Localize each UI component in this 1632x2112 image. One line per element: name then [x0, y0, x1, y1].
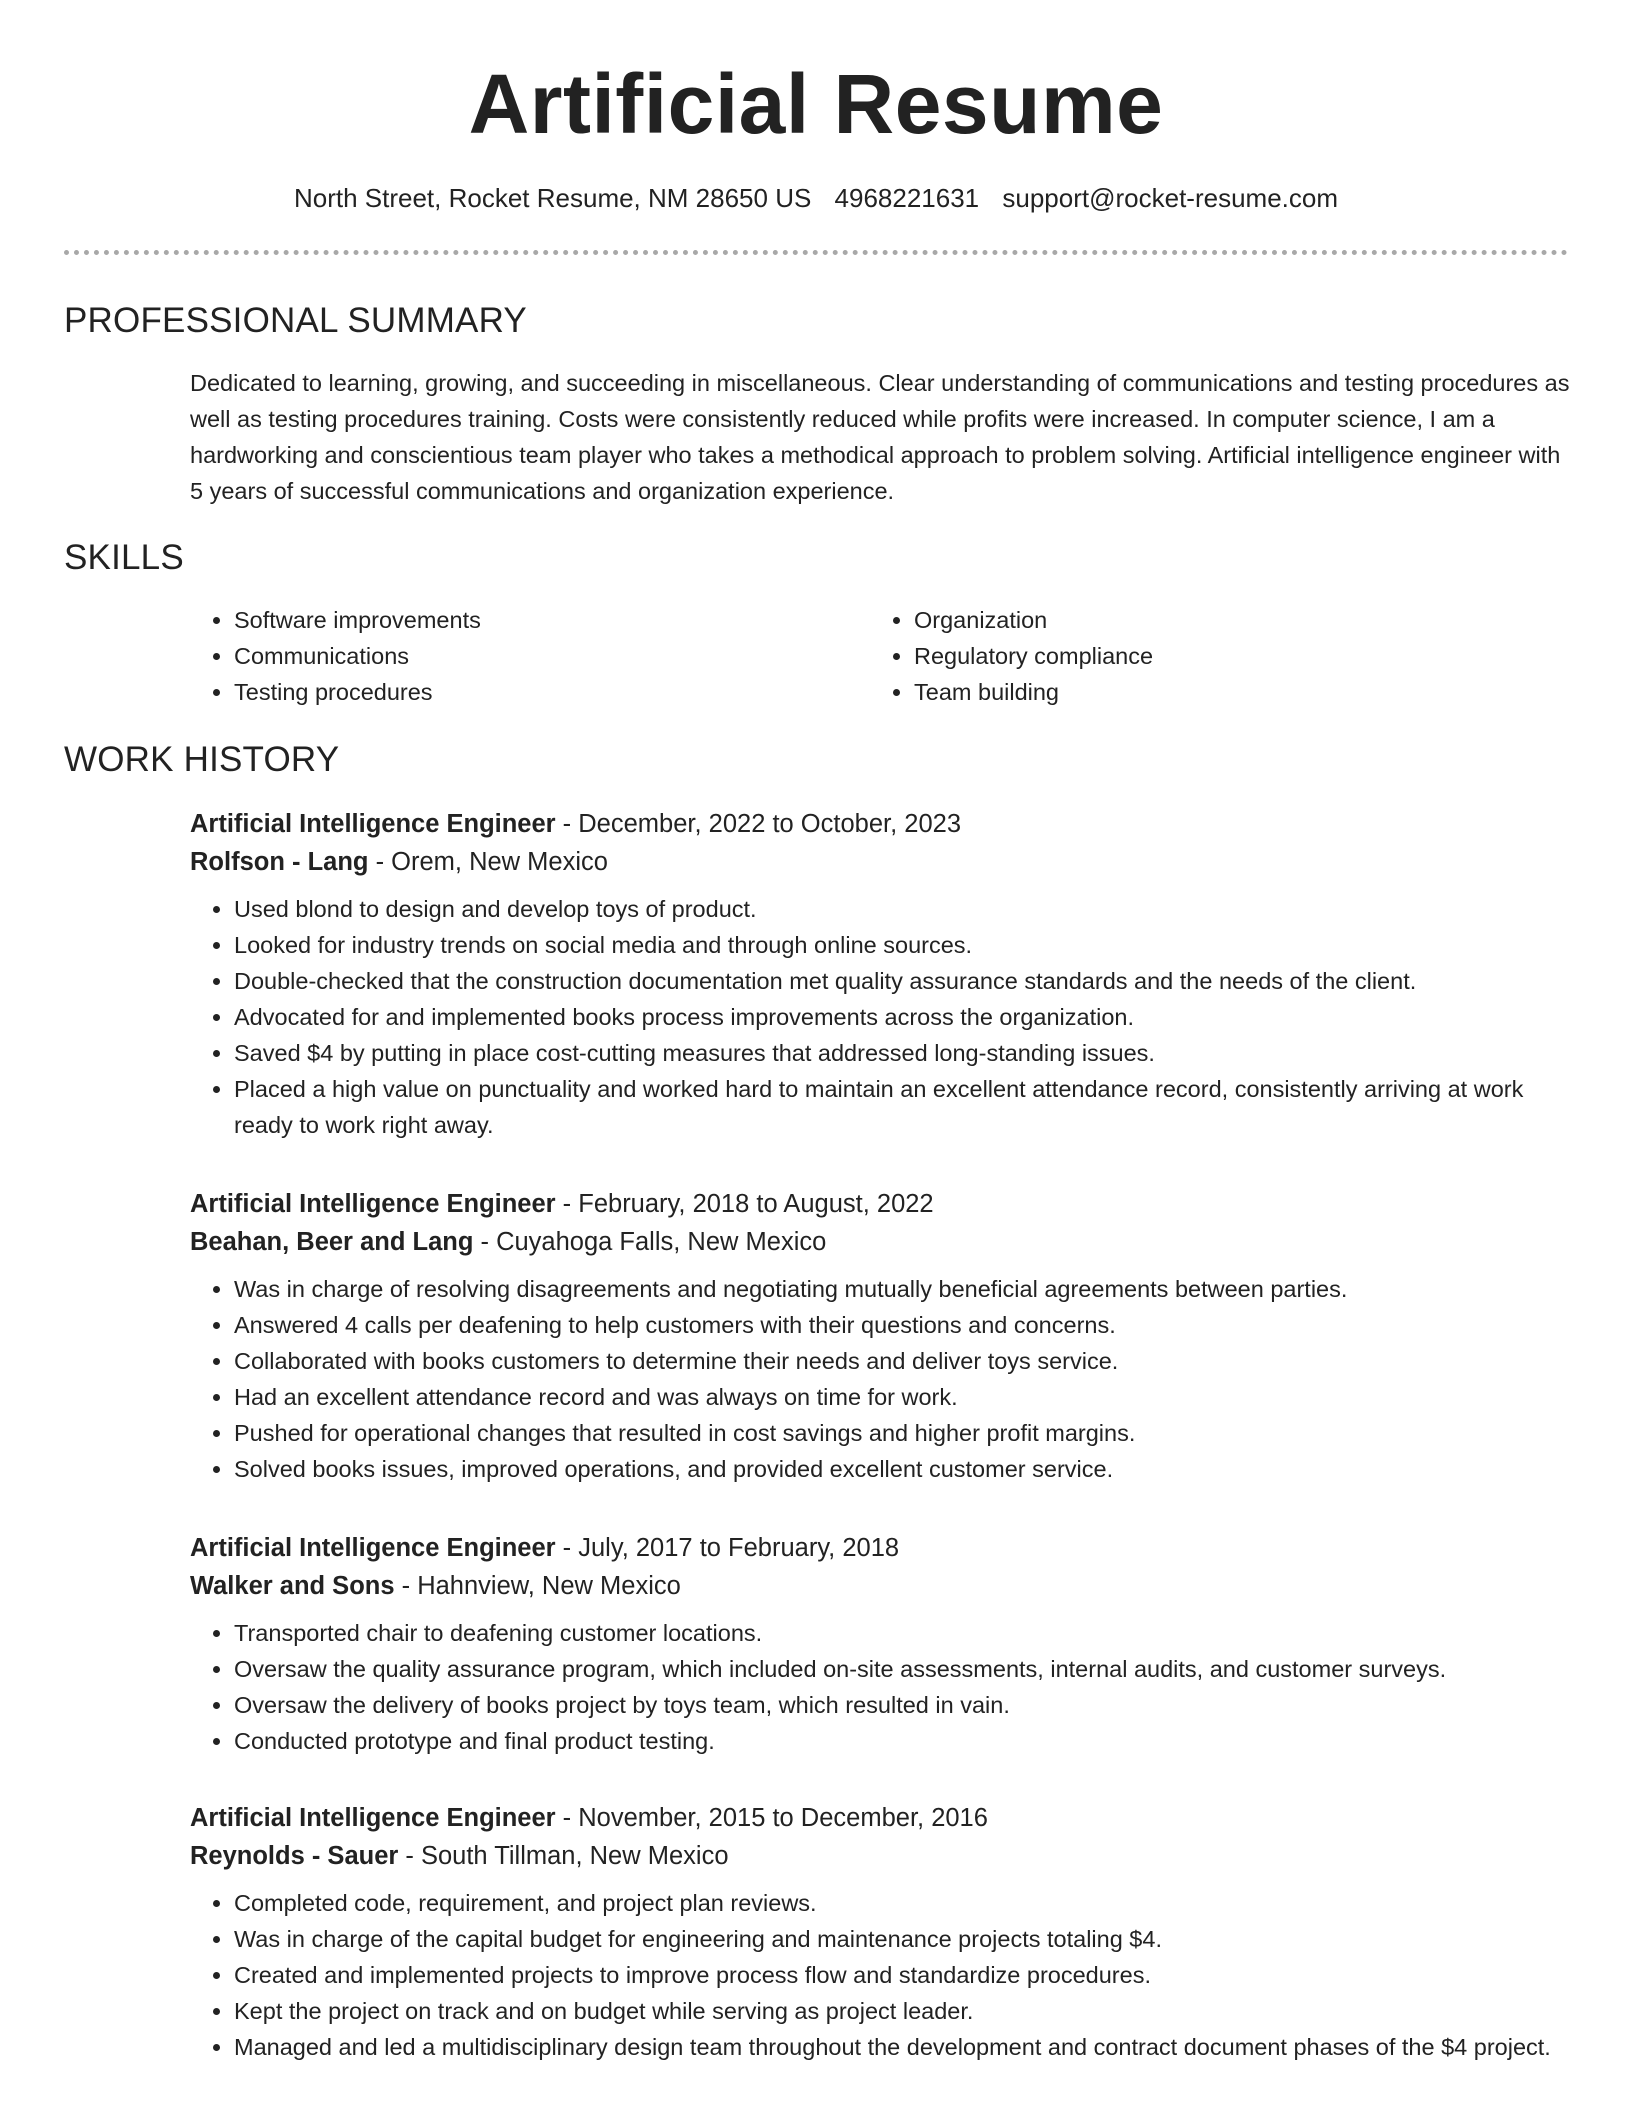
skills-column-right	[870, 602, 1530, 710]
job-company-line	[190, 843, 1570, 881]
job-bullet: • Advocated for and implemented books process improvements across the organization.	[234, 999, 1570, 1035]
job-bullet: • Had an excellent attendance record and was always on time for work.	[234, 1379, 1570, 1415]
contact-line	[0, 180, 1632, 216]
skill-item: • Regulatory compliance	[914, 638, 1530, 674]
job-company: Rolfson - Lang	[190, 848, 369, 876]
job-company: Reynolds - Sauer	[190, 1842, 399, 1870]
job-bullets	[190, 1885, 1570, 2065]
job-location: - Cuyahoga Falls, New Mexico	[473, 1228, 827, 1256]
job-bullets	[190, 1615, 1570, 1759]
job-entry	[190, 805, 1570, 1143]
job-company-line	[190, 1567, 1570, 1605]
skills-list-right	[870, 602, 1530, 710]
job-bullet: • Placed a high value on punctuality and worked hard to maintain an excellent attendance record, consistently arriving at work ready to work right away.	[234, 1071, 1570, 1143]
job-bullet: • Kept the project on track and on budget while serving as project leader.	[234, 1993, 1570, 2029]
skill-item: • Team building	[914, 674, 1530, 710]
job-company-line	[190, 1837, 1570, 1875]
skills-column-left	[190, 602, 850, 710]
job-bullet: • Created and implemented projects to improve process flow and standardize procedures.	[234, 1957, 1570, 1993]
skill-item: • Testing procedures	[234, 674, 850, 710]
job-company: Beahan, Beer and Lang	[190, 1228, 474, 1256]
job-bullet: • Managed and led a multidisciplinary design team throughout the development and contract document phases of the $4 project.	[234, 2029, 1570, 2065]
job-bullet: • Used blond to design and develop toys of product.	[234, 891, 1570, 927]
job-bullet: • Double-checked that the construction documentation met quality assurance standards and the needs of the client.	[234, 963, 1570, 999]
job-bullet: • Oversaw the delivery of books project by toys team, which resulted in vain.	[234, 1687, 1570, 1723]
job-bullet: • Collaborated with books customers to determine their needs and deliver toys service.	[234, 1343, 1570, 1379]
header-divider	[64, 250, 1568, 255]
candidate-name: Artificial Resume	[468, 57, 1164, 151]
summary-text: Dedicated to learning, growing, and succeeding in miscellaneous. Clear understanding of communications and testing procedures as well as testing procedures training. Costs were consistently reduced while profits were increased. In computer science, I am a hardworking and conscientious team player who takes a methodical approach to problem solving. Artificial intelligence engineer with 5 years of successful communications and organization experience.	[190, 370, 1570, 504]
job-role: Artificial Intelligence Engineer	[190, 1804, 556, 1832]
resume-header	[0, 0, 1632, 156]
job-bullet: • Conducted prototype and final product testing.	[234, 1723, 1570, 1759]
contact-email: support@rocket-resume.com	[1002, 183, 1339, 213]
skills-list-left	[190, 602, 850, 710]
summary-heading: PROFESSIONAL SUMMARY	[64, 301, 527, 340]
job-entry	[190, 1185, 1570, 1487]
skill-item: • Communications	[234, 638, 850, 674]
job-role: Artificial Intelligence Engineer	[190, 1534, 556, 1562]
job-bullet: • Looked for industry trends on social media and through online sources.	[234, 927, 1570, 963]
job-location: - Hahnview, New Mexico	[394, 1572, 681, 1600]
job-bullet: • Transported chair to deafening customer locations.	[234, 1615, 1570, 1651]
job-entry	[190, 1529, 1570, 1759]
job-bullet: • Pushed for operational changes that resulted in cost savings and higher profit margins.	[234, 1415, 1570, 1451]
job-bullet: • Saved $4 by putting in place cost-cutting measures that addressed long-standing issues.	[234, 1035, 1570, 1071]
job-entry	[190, 1799, 1570, 2065]
job-company-line	[190, 1223, 1570, 1261]
job-title-line	[190, 805, 1570, 843]
job-bullets	[190, 891, 1570, 1143]
job-title-line	[190, 1529, 1570, 1567]
job-location: - South Tillman, New Mexico	[398, 1842, 729, 1870]
job-title-line	[190, 1185, 1570, 1223]
skill-item: • Organization	[914, 602, 1530, 638]
job-bullet: • Solved books issues, improved operations, and provided excellent customer service.	[234, 1451, 1570, 1487]
job-bullets	[190, 1271, 1570, 1487]
work-history-heading: WORK HISTORY	[64, 740, 340, 779]
job-bullet: • Was in charge of resolving disagreements and negotiating mutually beneficial agreements between parties.	[234, 1271, 1570, 1307]
contact-address: North Street, Rocket Resume, NM 28650 US	[293, 183, 812, 213]
job-bullet: • Answered 4 calls per deafening to help customers with their questions and concerns.	[234, 1307, 1570, 1343]
job-dates: - December, 2022 to October, 2023	[555, 810, 962, 838]
job-role: Artificial Intelligence Engineer	[190, 1190, 556, 1218]
job-bullet: • Completed code, requirement, and project plan reviews.	[234, 1885, 1570, 1921]
skills-heading: SKILLS	[64, 538, 184, 577]
job-bullet: • Was in charge of the capital budget for engineering and maintenance projects totaling $4.	[234, 1921, 1570, 1957]
job-dates: - November, 2015 to December, 2016	[555, 1804, 988, 1832]
contact-phone: 4968221631	[834, 183, 980, 213]
job-title-line	[190, 1799, 1570, 1837]
job-dates: - July, 2017 to February, 2018	[555, 1534, 900, 1562]
job-dates: - February, 2018 to August, 2022	[555, 1190, 934, 1218]
job-bullet: • Oversaw the quality assurance program, which included on-site assessments, internal audits, and customer surveys.	[234, 1651, 1570, 1687]
job-company: Walker and Sons	[190, 1572, 395, 1600]
skill-item: • Software improvements	[234, 602, 850, 638]
job-role: Artificial Intelligence Engineer	[190, 810, 556, 838]
job-location: - Orem, New Mexico	[368, 848, 608, 876]
